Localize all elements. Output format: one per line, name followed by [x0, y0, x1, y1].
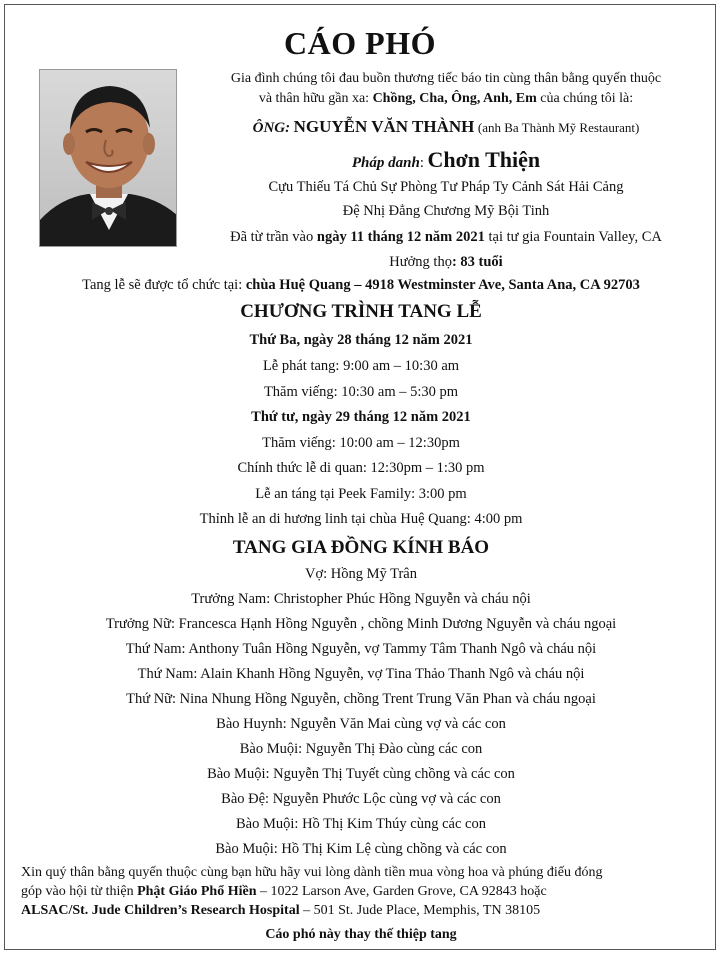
death-place: tại tư gia Fountain Valley, CA: [484, 229, 662, 245]
closing-line-2: [21, 884, 547, 900]
program-event: Lễ an táng tại Peek Family: 3:00 pm: [255, 486, 467, 502]
closing-note: [5, 927, 717, 943]
closing-line-1: Xin quý thân bằng quyến thuộc cùng bạn hữu hãy vui lòng dành tiền mua vòng hoa và phúng điếu đóng: [21, 865, 603, 880]
death-prefix: Đã từ trần vào: [230, 229, 317, 245]
family-member: Thứ Nam: Anthony Tuân Hồng Nguyễn, vợ Tammy Tâm Thanh Ngô và cháu nội: [125, 641, 597, 657]
deceased-medal: Đệ Nhị Đẳng Chương Mỹ Bội Tinh: [342, 203, 550, 219]
family-member: Bào Huynh: Nguyễn Văn Mai cùng vợ và các con: [216, 716, 506, 732]
program-event: Chính thức lễ di quan: 12:30pm – 1:30 pm: [237, 460, 485, 476]
obituary-page: [4, 4, 716, 950]
deceased-rank: Cựu Thiếu Tá Chủ Sự Phòng Tư Pháp Ty Cảnh Sát Hải Cảng: [268, 179, 624, 195]
program-day-2: [5, 409, 717, 426]
intro-line-2-suffix: của chúng tôi là:: [536, 91, 634, 106]
page-title: CÁO PHÓ: [284, 25, 436, 61]
program-heading: CHƯƠNG TRÌNH TANG LỄ: [240, 301, 482, 322]
deceased-name: NGUYỄN VĂN THÀNH: [293, 117, 475, 136]
dharma-label: Pháp danh: [351, 155, 420, 171]
death-date: ngày 11 tháng 12 năm 2021: [316, 229, 485, 245]
family-member: Bào Muội: Hồ Thị Kim Lệ cùng chồng và các con: [215, 841, 507, 857]
intro-line-1: Gia đình chúng tôi đau buồn thương tiếc báo tin cùng thân bằng quyến thuộc: [230, 71, 662, 86]
age-value: : 83 tuổi: [451, 254, 503, 270]
family-heading: TANG GIA ĐỒNG KÍNH BÁO: [232, 537, 490, 558]
program-event: Thăm viếng: 10:30 am – 5:30 pm: [263, 384, 459, 400]
venue-address: chùa Huệ Quang – 4918 Westminster Ave, Santa Ana, CA 92703: [245, 277, 640, 293]
deceased-label: ÔNG:: [252, 120, 291, 136]
dharma-name: Chơn Thiện: [427, 147, 541, 172]
family-member: Thứ Nữ: Nina Nhung Hồng Nguyễn, chồng Trent Trung Văn Phan và cháu ngoại: [126, 691, 596, 707]
age-label: Hưởng thọ: [389, 254, 452, 270]
portrait-photo: [39, 69, 177, 247]
family-member: Bào Muội: Nguyễn Thị Tuyết cùng chồng và các con: [207, 766, 515, 782]
program-day-1: [5, 332, 717, 349]
family-member: Thứ Nam: Alain Khanh Hồng Nguyễn, vợ Tina Thảo Thanh Ngô và cháu nội: [137, 666, 585, 682]
family-member: Bào Đệ: Nguyễn Phước Lộc cùng vợ và các con: [221, 791, 501, 807]
portrait-photo-icon: [40, 70, 177, 247]
closing-line-3: [21, 903, 540, 919]
closing-note-text: Cáo phó này thay thế thiệp tang: [265, 927, 457, 942]
program-event: Thăm viếng: 10:00 am – 12:30pm: [262, 435, 460, 451]
family-member: Trưởng Nam: Christopher Phúc Hồng Nguyễn và cháu nội: [191, 591, 531, 607]
program-event: Lễ phát tang: 9:00 am – 10:30 am: [262, 358, 460, 374]
intro-line-2-relations: Chồng, Cha, Ông, Anh, Em: [372, 91, 537, 106]
charity-address-1: – 1022 Larson Ave, Garden Grove, CA 92843 hoặc: [256, 884, 547, 899]
dharma-name-line: Pháp danh: Chơn Thiện: [351, 147, 541, 172]
venue-prefix: Tang lễ sẽ được tổ chức tại:: [82, 277, 246, 293]
death-line: [181, 229, 711, 246]
program-day-1-date: Thứ Ba, ngày 28 tháng 12 năm 2021: [249, 332, 473, 348]
intro-line-2: [181, 91, 711, 107]
deceased-name-line: [181, 117, 711, 137]
family-member: Bào Muội: Nguyễn Thị Đào cùng các con: [239, 741, 483, 757]
family-member: Trưởng Nữ: Francesca Hạnh Hồng Nguyễn , chồng Minh Dương Nguyễn và cháu ngoại: [105, 616, 617, 632]
family-member: Bào Muội: Hồ Thị Kim Thúy cùng các con: [236, 816, 486, 832]
program-day-2-date: Thứ tư, ngày 29 tháng 12 năm 2021: [251, 409, 471, 425]
intro-line-2-prefix: và thân hữu gần xa:: [258, 91, 373, 106]
venue-line: [5, 277, 717, 294]
charity-address-2: – 501 St. Jude Place, Memphis, TN 38105: [299, 903, 541, 918]
charity-name-2: ALSAC/St. Jude Children’s Research Hospital: [21, 903, 300, 918]
closing-line-2-prefix: góp vào hội từ thiện: [21, 884, 138, 899]
deceased-nickname: (anh Ba Thành Mỹ Restaurant): [477, 120, 640, 135]
program-event: Thỉnh lễ an di hương linh tại chùa Huệ Quang: 4:00 pm: [199, 511, 523, 527]
family-member: Vợ: Hồng Mỹ Trân: [304, 566, 417, 582]
charity-name-1: Phật Giáo Phổ Hiền: [137, 884, 257, 899]
age-line: [181, 254, 711, 271]
